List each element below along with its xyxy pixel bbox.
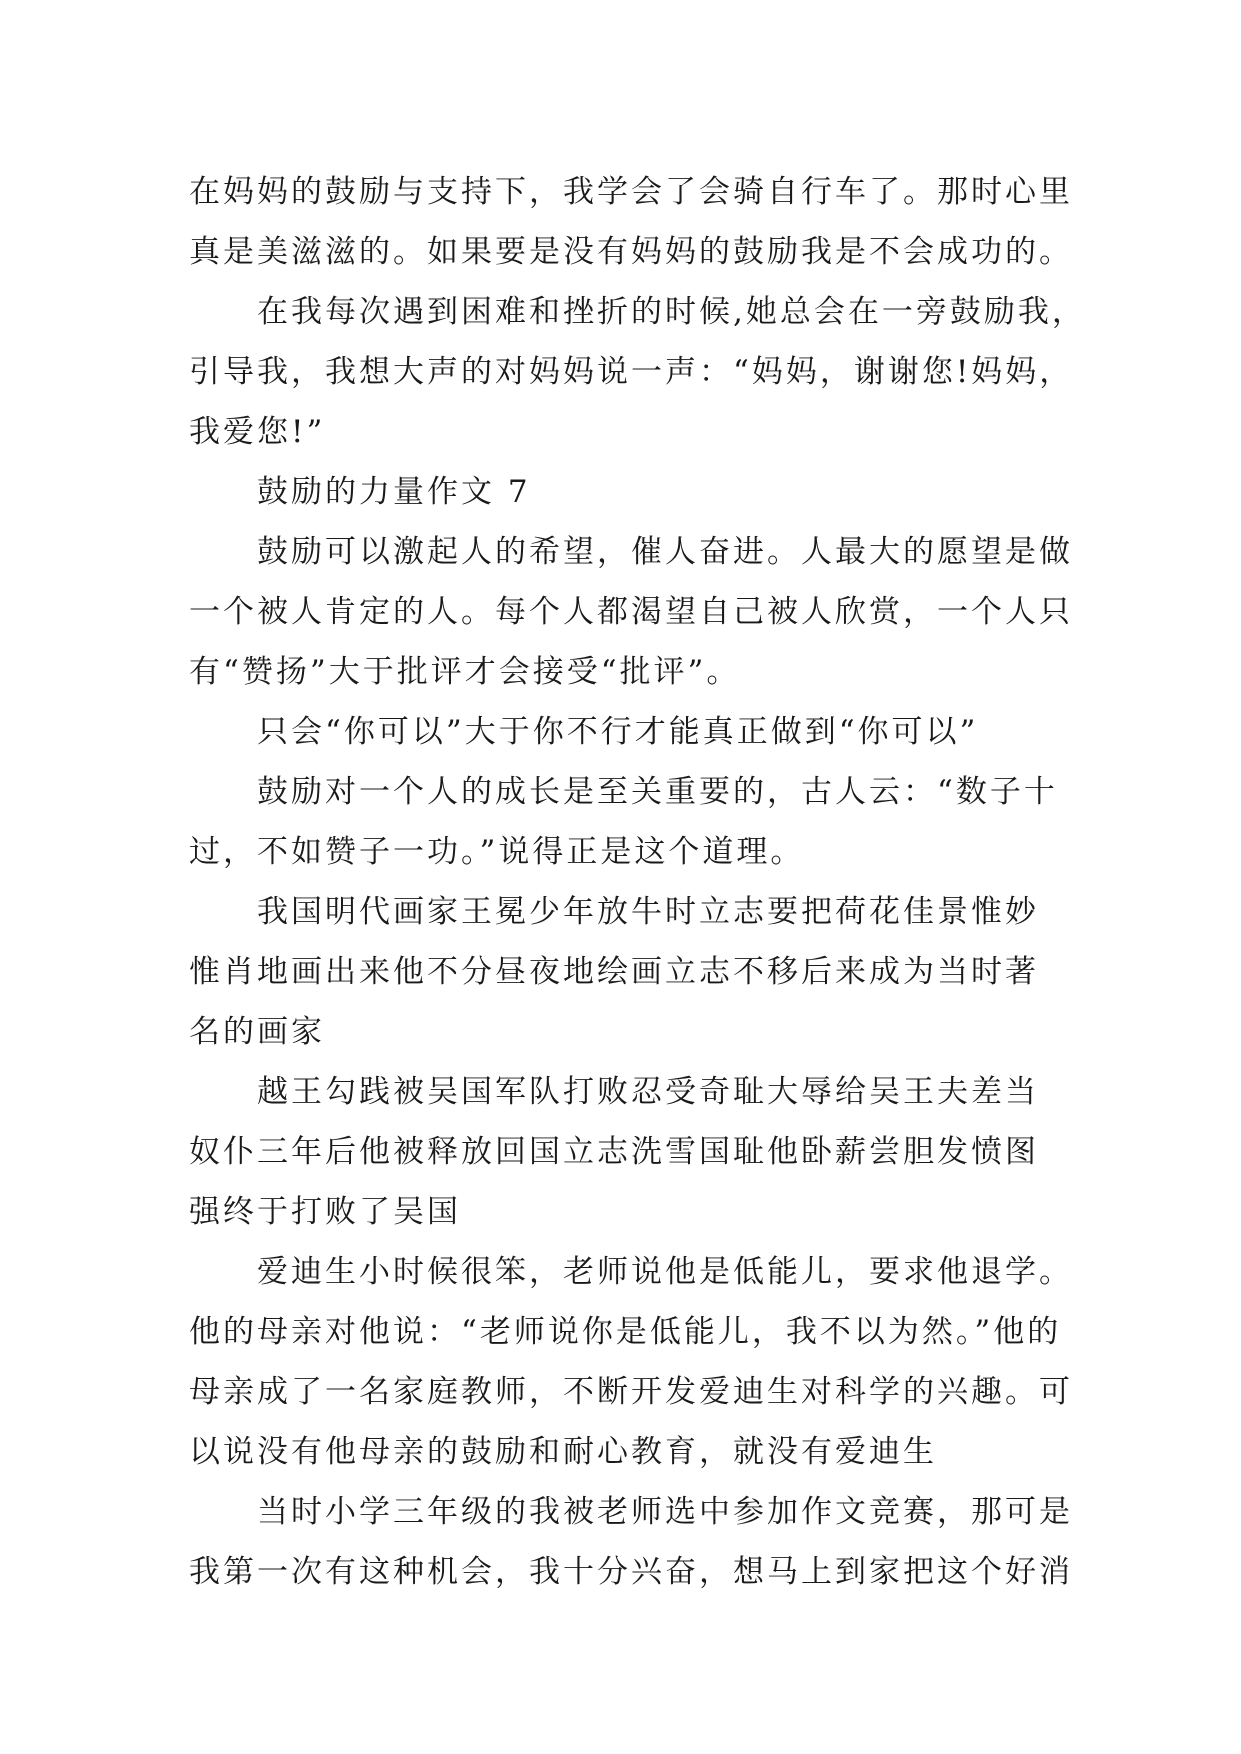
text-line: 奴仆三年后他被释放回国立志洗雪国耻他卧薪尝胆发愤图 (189, 1134, 1039, 1170)
text-line: 我第一次有这种机会，我十分兴奋，想马上到家把这个好消 (189, 1554, 1073, 1590)
paragraph-start-line: 在我每次遇到困难和挫折的时候,她总会在一旁鼓励我， (257, 294, 1086, 330)
paragraph-start-line: 鼓励的力量作文 7 (257, 474, 531, 510)
paragraph-start-line: 越王勾践被吴国军队打败忍受奇耻大辱给吴王夫差当 (257, 1074, 1039, 1110)
text-line: 一个被人肯定的人。每个人都渴望自己被人欣赏，一个人只 (189, 594, 1073, 630)
paragraph-start-line: 爱迪生小时候很笨，老师说他是低能儿，要求他退学。 (257, 1254, 1073, 1290)
paragraph-start-line: 只会“你可以”大于你不行才能真正做到“你可以” (257, 714, 979, 750)
text-line: 母亲成了一名家庭教师，不断开发爱迪生对科学的兴趣。可 (189, 1374, 1073, 1410)
text-line: 过，不如赞子一功。”说得正是这个道理。 (189, 834, 805, 870)
text-line: 在妈妈的鼓励与支持下，我学会了会骑自行车了。那时心里 (189, 174, 1073, 210)
text-line: 他的母亲对他说：“老师说你是低能儿，我不以为然。”他的 (189, 1314, 1062, 1350)
paragraph-start-line: 鼓励对一个人的成长是至关重要的，古人云：“数子十 (257, 774, 1058, 810)
paragraph-start-line: 鼓励可以激起人的希望，催人奋进。人最大的愿望是做 (257, 534, 1073, 570)
text-line: 以说没有他母亲的鼓励和耐心教育，就没有爱迪生 (189, 1434, 937, 1470)
text-line: 引导我，我想大声的对妈妈说一声：“妈妈，谢谢您!妈妈， (189, 354, 1074, 390)
text-line: 惟肖地画出来他不分昼夜地绘画立志不移后来成为当时著 (189, 954, 1039, 990)
text-line: 强终于打败了吴国 (189, 1194, 461, 1230)
text-line: 名的画家 (189, 1014, 325, 1050)
text-line: 有“赞扬”大于批评才会接受“批评”。 (189, 654, 741, 690)
document-body (189, 162, 1089, 1602)
text-line: 我爱您!” (189, 414, 326, 450)
text-line: 真是美滋滋的。如果要是没有妈妈的鼓励我是不会成功的。 (189, 234, 1073, 270)
paragraph-start-line: 当时小学三年级的我被老师选中参加作文竞赛，那可是 (257, 1494, 1073, 1530)
paragraph-start-line: 我国明代画家王冕少年放牛时立志要把荷花佳景惟妙 (257, 894, 1039, 930)
